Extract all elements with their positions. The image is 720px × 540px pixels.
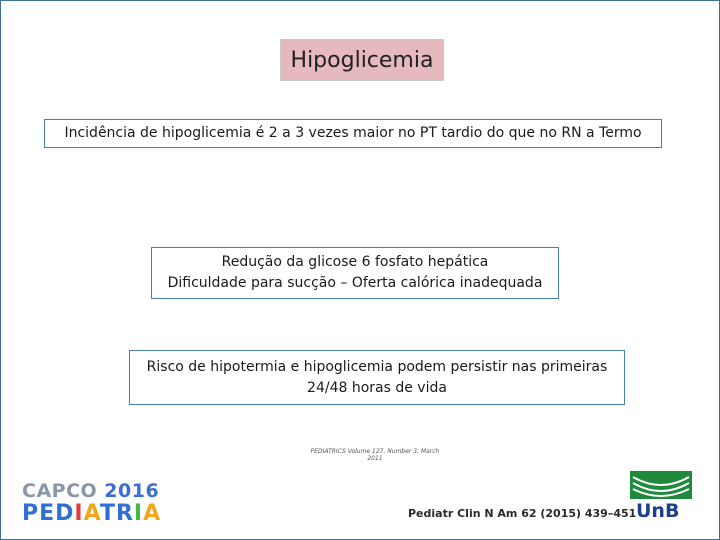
pediatria-letter: P [22,501,40,526]
pediatria-letter: R [115,501,134,526]
pediatria-letter: D [55,501,75,526]
incidence-text: Incidência de hipoglicemia é 2 a 3 vezes maior no PT tardio do que no RN a Termo [64,125,642,141]
pediatria-letter: I [74,501,84,526]
pediatria-letter: E [39,501,56,526]
risk-line-2: 24/48 horas de vida [307,379,447,396]
text-box-causes [151,247,559,299]
pediatria-letter: T [99,501,116,526]
risk-line-1: Risco de hipotermia e hipoglicemia podem persistir nas primeiras [146,358,608,375]
unb-logo-text: UnB [636,500,680,522]
reference-pediatr-clin: Pediatr Clin N Am 62 (2015) 439–451 [408,507,637,520]
text-box-incidence [44,119,662,148]
pediatria-letter: A [83,501,100,526]
reference-pediatrics: PEDIATRICS Volume 127, Number 3, March 2011 [310,448,440,462]
text-box-risk [129,350,625,405]
capco-pediatria-logo [22,482,161,525]
pediatria-letter: I [133,501,144,526]
capco-word: CAPCO [22,480,98,502]
slide-title: Hipoglicemia [280,39,444,81]
causes-line-2: Dificuldade para sucção – Oferta calórica inadequada [167,275,543,291]
capco-logo-line [22,482,161,501]
pediatria-word [22,503,161,525]
capco-year: 2016 [104,480,160,502]
causes-line-1: Redução da glicose 6 fosfato hepática [221,254,489,270]
pediatria-letter: A [143,501,162,526]
